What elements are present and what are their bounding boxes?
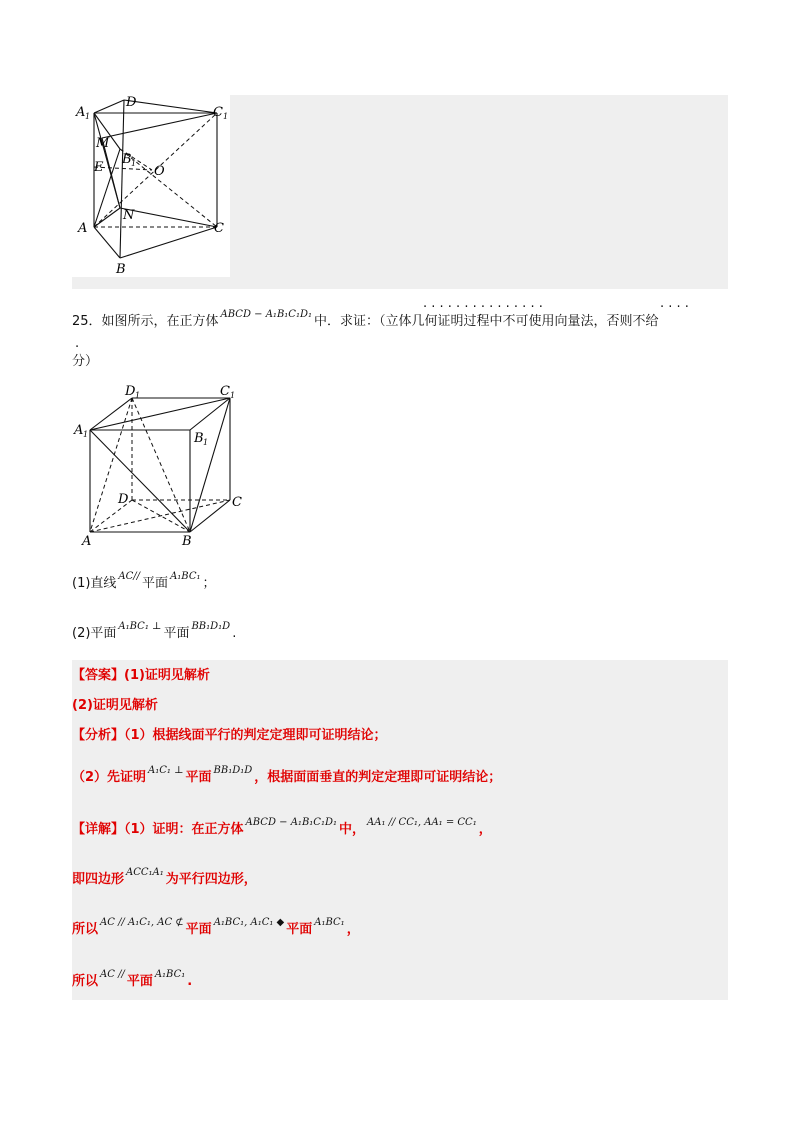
cube-name: ABCD − A₁B₁C₁D₁ — [220, 309, 312, 320]
detail-1-math-1: ABCD − A₁B₁C₁D₁ — [245, 817, 337, 828]
item-1-math-1: AC// — [118, 571, 141, 582]
detail-line-1 — [72, 817, 492, 841]
question-25-cont: 分） — [72, 354, 99, 369]
detail-3-b: 平面 — [185, 922, 212, 937]
label-D1: D — [125, 384, 136, 399]
detail-3-d: ， — [346, 922, 360, 937]
label-N: N — [123, 208, 135, 223]
item-2-math-1: A₁BC₁ ⊥ — [118, 621, 162, 632]
label-C1: C — [213, 105, 223, 120]
question-number: 25．如图所示，在正方体 — [72, 314, 219, 329]
label-B: B — [182, 534, 192, 548]
item-2-plane: 平面 — [163, 626, 190, 641]
answer-line-1: 【答案】(1)证明见解析 — [72, 668, 210, 683]
label-A: A — [78, 221, 88, 236]
detail-1-math-2: AA₁ // CC₁, AA₁ = CC₁ — [367, 817, 477, 828]
label-C: C — [232, 495, 242, 510]
figure-2 — [72, 382, 252, 548]
label-C1: C — [220, 384, 230, 399]
detail-line-3 — [72, 917, 360, 941]
analysis-2-math-2: BB₁D₁D — [213, 765, 253, 776]
label-M: M — [96, 136, 110, 151]
item-1-end: ； — [202, 576, 216, 591]
emphasis-dots-2: · · · · — [660, 300, 689, 315]
detail-3-c: 平面 — [286, 922, 313, 937]
detail-4-math-1: AC // — [100, 969, 125, 980]
label-B1: B — [122, 152, 132, 167]
detail-1-b: 中， — [338, 822, 365, 837]
figure-2-diagram — [72, 382, 252, 548]
label-A1-sub: 1 — [85, 112, 91, 121]
label-C: C — [214, 221, 224, 236]
label-B: B — [116, 262, 126, 277]
question-25-line — [72, 309, 659, 333]
detail-4-b: 平面 — [126, 974, 153, 989]
label-E: E — [94, 160, 104, 175]
detail-line-2 — [72, 867, 257, 891]
item-1-math-2: A₁BC₁ — [170, 571, 201, 582]
detail-3-math-1: AC // A₁C₁, AC ⊄ — [100, 917, 184, 928]
label-C1-sub: 1 — [223, 112, 229, 121]
detail-3-a: 所以 — [72, 922, 99, 937]
analysis-2-a: （2）先证明 — [72, 770, 147, 785]
item-1-label: (1)直线 — [72, 576, 117, 591]
item-2 — [72, 621, 237, 645]
answer-line-2: (2)证明见解析 — [72, 698, 158, 713]
label-O: O — [154, 164, 165, 179]
detail-1-c: ， — [478, 822, 492, 837]
figure-1 — [72, 95, 230, 277]
analysis-2-c: ，根据面面垂直的判定定理即可证明结论； — [254, 770, 502, 785]
analysis-line-2 — [72, 765, 502, 789]
label-A1: A — [76, 105, 86, 120]
detail-3-math-3: A₁BC₁ — [314, 917, 345, 928]
label-C1-sub: 1 — [230, 391, 236, 400]
detail-1-a: 【详解】（1）证明：在正方体 — [72, 822, 244, 837]
label-A: A — [82, 534, 92, 548]
emphasis-dots-1: · · · · · · · · · · · · · · · — [423, 300, 543, 315]
question-text: 中．求证：（立体几何证明过程中不可使用向量法，否则不给 — [313, 314, 659, 329]
item-1-plane: 平面 — [142, 576, 169, 591]
label-D1-sub: 1 — [135, 391, 141, 400]
figure-1-diagram — [72, 95, 230, 277]
item-1 — [72, 571, 216, 595]
detail-3-math-2: A₁BC₁, A₁C₁ ◆ — [213, 917, 285, 928]
label-D: D — [118, 492, 129, 507]
item-2-end: . — [232, 626, 237, 641]
emphasis-dot-3: · — [75, 340, 80, 355]
detail-2-a: 即四边形 — [72, 872, 125, 887]
item-2-math-2: BB₁D₁D — [191, 621, 231, 632]
label-D: D — [126, 95, 137, 110]
item-2-label: (2)平面 — [72, 626, 117, 641]
detail-4-math-2: A₁BC₁ — [154, 969, 186, 980]
analysis-2-math-1: A₁C₁ ⊥ — [148, 765, 184, 776]
label-B1-sub: 1 — [131, 159, 137, 168]
analysis-2-b: 平面 — [185, 770, 212, 785]
detail-4-a: 所以 — [72, 974, 99, 989]
label-A1-sub: 1 — [83, 430, 89, 439]
analysis-line-1: 【分析】（1）根据线面平行的判定定理即可证明结论； — [72, 728, 387, 743]
label-A1: A — [74, 423, 84, 438]
detail-2-b: 为平行四边形， — [165, 872, 257, 887]
detail-line-4 — [72, 969, 193, 993]
label-B1-sub: 1 — [203, 438, 209, 447]
detail-2-math: ACC₁A₁ — [126, 867, 164, 878]
detail-4-c: . — [187, 974, 193, 989]
label-B1: B — [194, 431, 204, 446]
